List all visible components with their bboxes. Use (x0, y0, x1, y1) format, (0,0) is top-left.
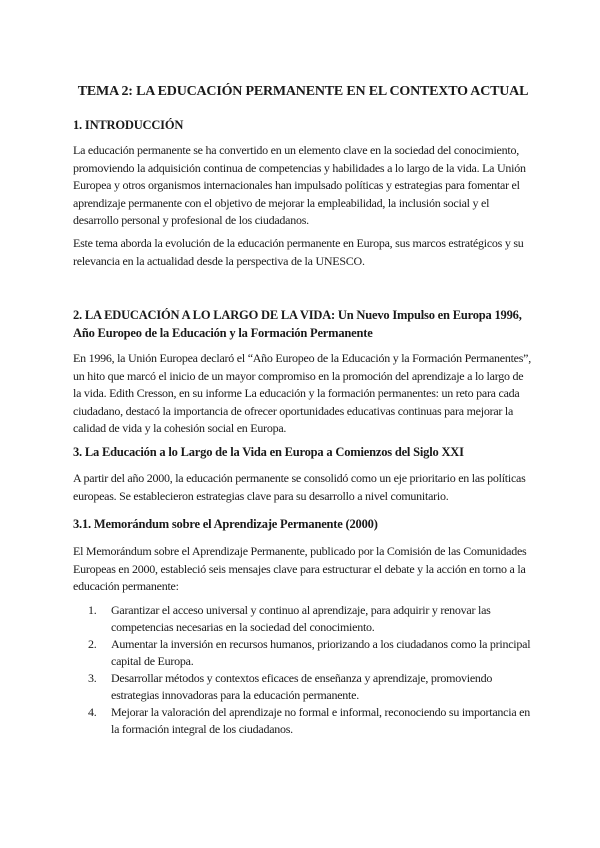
intro-paragraph-2: Este tema aborda la evolución de la educación permanente en Europa, sus marcos estratégicos y su relevancia en la actualidad desde la perspectiva de la UNESCO. (73, 236, 524, 268)
section-heading-3: 3. La Educación a lo Largo de la Vida en Europa a Comienzos del Siglo XXI (73, 445, 464, 459)
section31-paragraph-1: El Memorándum sobre el Aprendizaje Permanente, publicado por la Comisión de las Comunidades Europeas en 2000, estableció seis mensajes clave para estructurar el debate y la acción en torno a la educación permanente: (73, 544, 527, 593)
list-item-number: 2. (88, 637, 97, 651)
section-heading-3-1: 3.1. Memorándum sobre el Aprendizaje Permanente (2000) (73, 517, 378, 531)
section-heading-2-line1: 2. LA EDUCACIÓN A LO LARGO DE LA VIDA: Un Nuevo Impulso en Europa 1996, (73, 308, 522, 322)
list-item-number: 1. (88, 603, 97, 617)
key-messages-list (73, 602, 531, 738)
document-title: TEMA 2: LA EDUCACIÓN PERMANENTE EN EL CONTEXTO ACTUAL (77, 84, 529, 99)
list-item-text: Aumentar la inversión en recursos humanos, priorizando a los ciudadanos como la principal capital de Europa. (111, 637, 531, 668)
list-item-text: Desarrollar métodos y contextos eficaces de enseñanza y aprendizaje, promoviendo estrategias innovadoras para la educación permanente. (111, 671, 493, 702)
list-item (73, 602, 531, 636)
section3-paragraph-1: A partir del año 2000, la educación permanente se consolidó como un eje prioritario en las políticas europeas. Se establecieron estrategias clave para su desarrollo a nivel comunitario. (73, 471, 526, 503)
section-heading-2-line2: Año Europeo de la Educación y la Formación Permanente (73, 326, 373, 340)
list-item-number: 3. (88, 671, 97, 685)
list-item-text: Mejorar la valoración del aprendizaje no formal e informal, reconociendo su importancia en la formación integral de los ciudadanos. (111, 705, 530, 736)
list-item (73, 670, 531, 704)
list-item-number: 4. (88, 705, 97, 719)
section2-paragraph-1: En 1996, la Unión Europea declaró el “Año Europeo de la Educación y la Formación Permanentes”, un hito que marcó el inicio de un mayor compromiso en la promoción del aprendizaje a lo largo de la vida. Edith Cresson, en su informe La educación y la formación permanentes: un reto para cada ciudadano, destacó la importancia de ofrecer oportunidades educativas continuas para mejorar la calidad de vida y la cohesión social en Europa. (73, 351, 531, 435)
section-heading-introduccion: 1. INTRODUCCIÓN (73, 118, 184, 132)
list-item-text: Garantizar el acceso universal y continuo al aprendizaje, para adquirir y renovar las competencias necesarias en la sociedad del conocimiento. (111, 603, 491, 634)
intro-paragraph-1: La educación permanente se ha convertido en un elemento clave en la sociedad del conocimiento, promoviendo la adquisición continua de competencias y habilidades a lo largo de la vida. La Unión Europea y otros organismos internacionales han impulsado políticas y estrategias para fomentar el aprendizaje permanente con el objetivo de mejorar la empleabilidad, la inclusión social y el desarrollo personal y profesional de los ciudadanos. (73, 143, 526, 227)
list-item (73, 636, 531, 670)
list-item (73, 704, 531, 738)
section-heading-2 (73, 306, 533, 342)
